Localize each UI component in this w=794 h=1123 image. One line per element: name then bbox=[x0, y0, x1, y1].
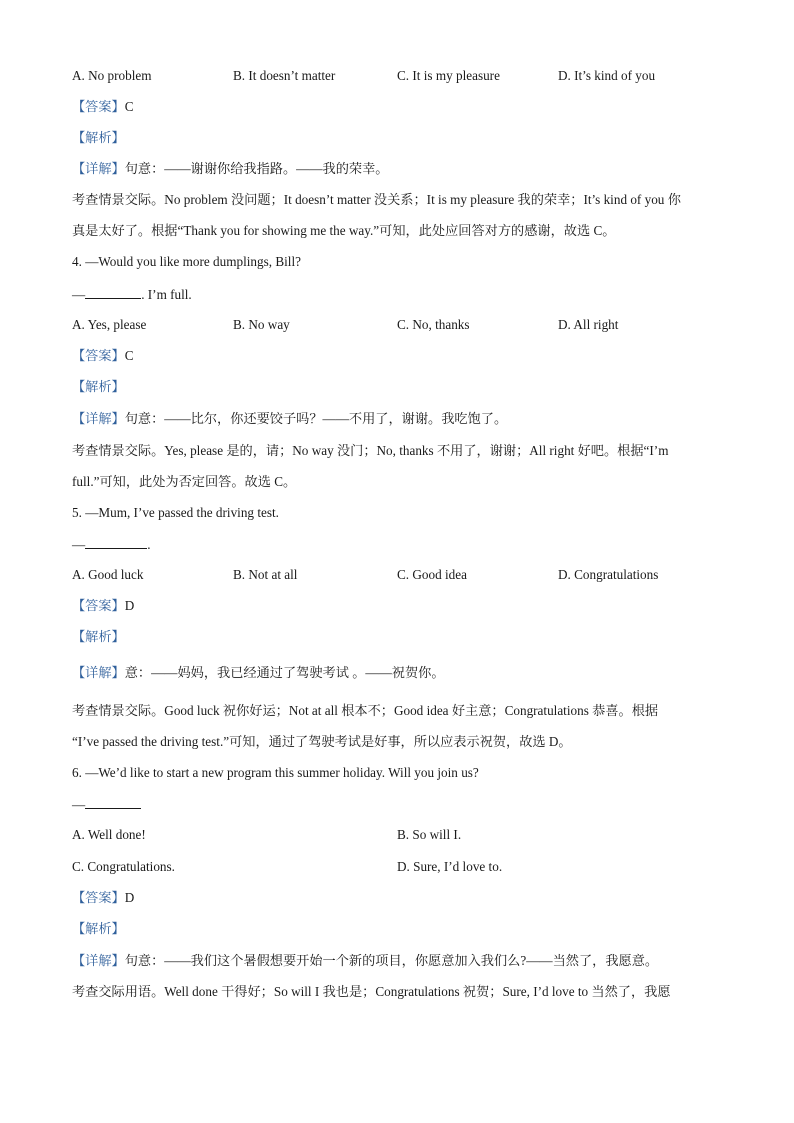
answer-tag: 【答案】 bbox=[72, 348, 125, 363]
analysis-tag: 【解析】 bbox=[72, 921, 125, 936]
detail-text: 句意：——我们这个暑假想要开始一个新的项目，你愿意加入我们么?——当然了，我愿意。 bbox=[124, 953, 659, 968]
q4-option-d: D. All right bbox=[558, 317, 619, 332]
answer-value: C bbox=[124, 99, 134, 114]
q6-stem: 6. —We’d like to start a new program this summer holiday. Will you join us? bbox=[72, 765, 479, 780]
q5-explanation-line-2: “I’ve passed the driving test.”可知，通过了驾驶考试是好事，所以应表示祝贺，故选 D。 bbox=[72, 734, 572, 749]
q6-option-c: C. Congratulations. bbox=[72, 859, 175, 874]
detail-text: 句意：——比尔，你还要饺子吗？——不用了，谢谢。我吃饱了。 bbox=[124, 411, 508, 426]
detail-tag: 【详解】 bbox=[72, 161, 125, 176]
q5-analysis-heading bbox=[72, 627, 724, 647]
q3-option-a: A. No problem bbox=[72, 68, 152, 83]
q6-explanation-line-1: 考查交际用语。Well done 干得好；So will I 我也是；Congratulations 祝贺；Sure, I’d love to 当然了，我愿 bbox=[72, 984, 671, 999]
answer-value: D bbox=[124, 890, 135, 905]
answer-tag: 【答案】 bbox=[72, 598, 125, 613]
q3-analysis-heading bbox=[72, 128, 724, 148]
q3-option-b: B. It doesn’t matter bbox=[233, 68, 336, 83]
reply-after: . I’m full. bbox=[141, 287, 192, 302]
q6-option-b: B. So will I. bbox=[397, 827, 462, 842]
q6-answer bbox=[72, 888, 724, 908]
analysis-tag: 【解析】 bbox=[72, 130, 125, 145]
q6-reply bbox=[72, 794, 724, 815]
detail-tag: 【详解】 bbox=[72, 665, 125, 680]
q6-analysis-heading bbox=[72, 919, 724, 939]
q3-explanation-line-2: 真是太好了。根据“Thank you for showing me the way.”可知，此处应回答对方的感谢，故选 C。 bbox=[72, 223, 616, 238]
q3-option-d: D. It’s kind of you bbox=[558, 68, 656, 83]
q4-option-c: C. No, thanks bbox=[397, 317, 470, 332]
detail-text: 意：——妈妈，我已经通过了驾驶考试 。——祝贺你。 bbox=[124, 665, 445, 680]
answer-tag: 【答案】 bbox=[72, 890, 125, 905]
answer-blank bbox=[85, 794, 141, 809]
q4-detail bbox=[72, 409, 724, 429]
answer-blank bbox=[85, 284, 141, 299]
q5-explanation-line-1: 考查情景交际。Good luck 祝你好运；Not at all 根本不；Good idea 好主意；Congratulations 恭喜。根据 bbox=[72, 703, 659, 718]
q5-option-c: C. Good idea bbox=[397, 567, 467, 582]
q4-explanation-line-2: full.”可知，此处为否定回答。故选 C。 bbox=[72, 474, 297, 489]
reply-dash: — bbox=[72, 797, 86, 812]
detail-text: 句意：——谢谢你给我指路。——我的荣幸。 bbox=[124, 161, 389, 176]
q4-answer bbox=[72, 346, 724, 366]
q6-option-d: D. Sure, I’d love to. bbox=[397, 859, 503, 874]
q5-option-d: D. Congratulations bbox=[558, 567, 659, 582]
q5-detail bbox=[72, 663, 724, 683]
answer-blank bbox=[85, 534, 147, 549]
q3-option-c: C. It is my pleasure bbox=[397, 68, 500, 83]
q5-stem: 5. —Mum, I’ve passed the driving test. bbox=[72, 505, 279, 520]
q5-option-a: A. Good luck bbox=[72, 567, 144, 582]
q4-reply bbox=[72, 284, 724, 305]
q5-answer bbox=[72, 596, 724, 616]
q6-detail bbox=[72, 951, 724, 971]
reply-after: . bbox=[147, 537, 151, 552]
reply-dash: — bbox=[72, 537, 86, 552]
q3-detail bbox=[72, 159, 724, 179]
q4-option-b: B. No way bbox=[233, 317, 290, 332]
reply-dash: — bbox=[72, 287, 86, 302]
analysis-tag: 【解析】 bbox=[72, 629, 125, 644]
q4-explanation-line-1: 考查情景交际。Yes, please 是的，请；No way 没门；No, thanks 不用了，谢谢；All right 好吧。根据“I’m bbox=[72, 443, 669, 458]
q4-analysis-heading bbox=[72, 377, 724, 397]
q3-explanation-line-1: 考查情景交际。No problem 没问题；It doesn’t matter 没关系；It is my pleasure 我的荣幸；It’s kind of you 你 bbox=[72, 192, 681, 207]
q5-reply bbox=[72, 534, 724, 555]
answer-value: C bbox=[124, 348, 134, 363]
q3-answer bbox=[72, 97, 724, 117]
q4-stem: 4. —Would you like more dumplings, Bill? bbox=[72, 254, 301, 269]
answer-tag: 【答案】 bbox=[72, 99, 125, 114]
detail-tag: 【详解】 bbox=[72, 411, 125, 426]
q5-option-b: B. Not at all bbox=[233, 567, 298, 582]
q6-option-a: A. Well done! bbox=[72, 827, 146, 842]
analysis-tag: 【解析】 bbox=[72, 379, 125, 394]
answer-value: D bbox=[124, 598, 135, 613]
detail-tag: 【详解】 bbox=[72, 953, 125, 968]
q4-option-a: A. Yes, please bbox=[72, 317, 147, 332]
